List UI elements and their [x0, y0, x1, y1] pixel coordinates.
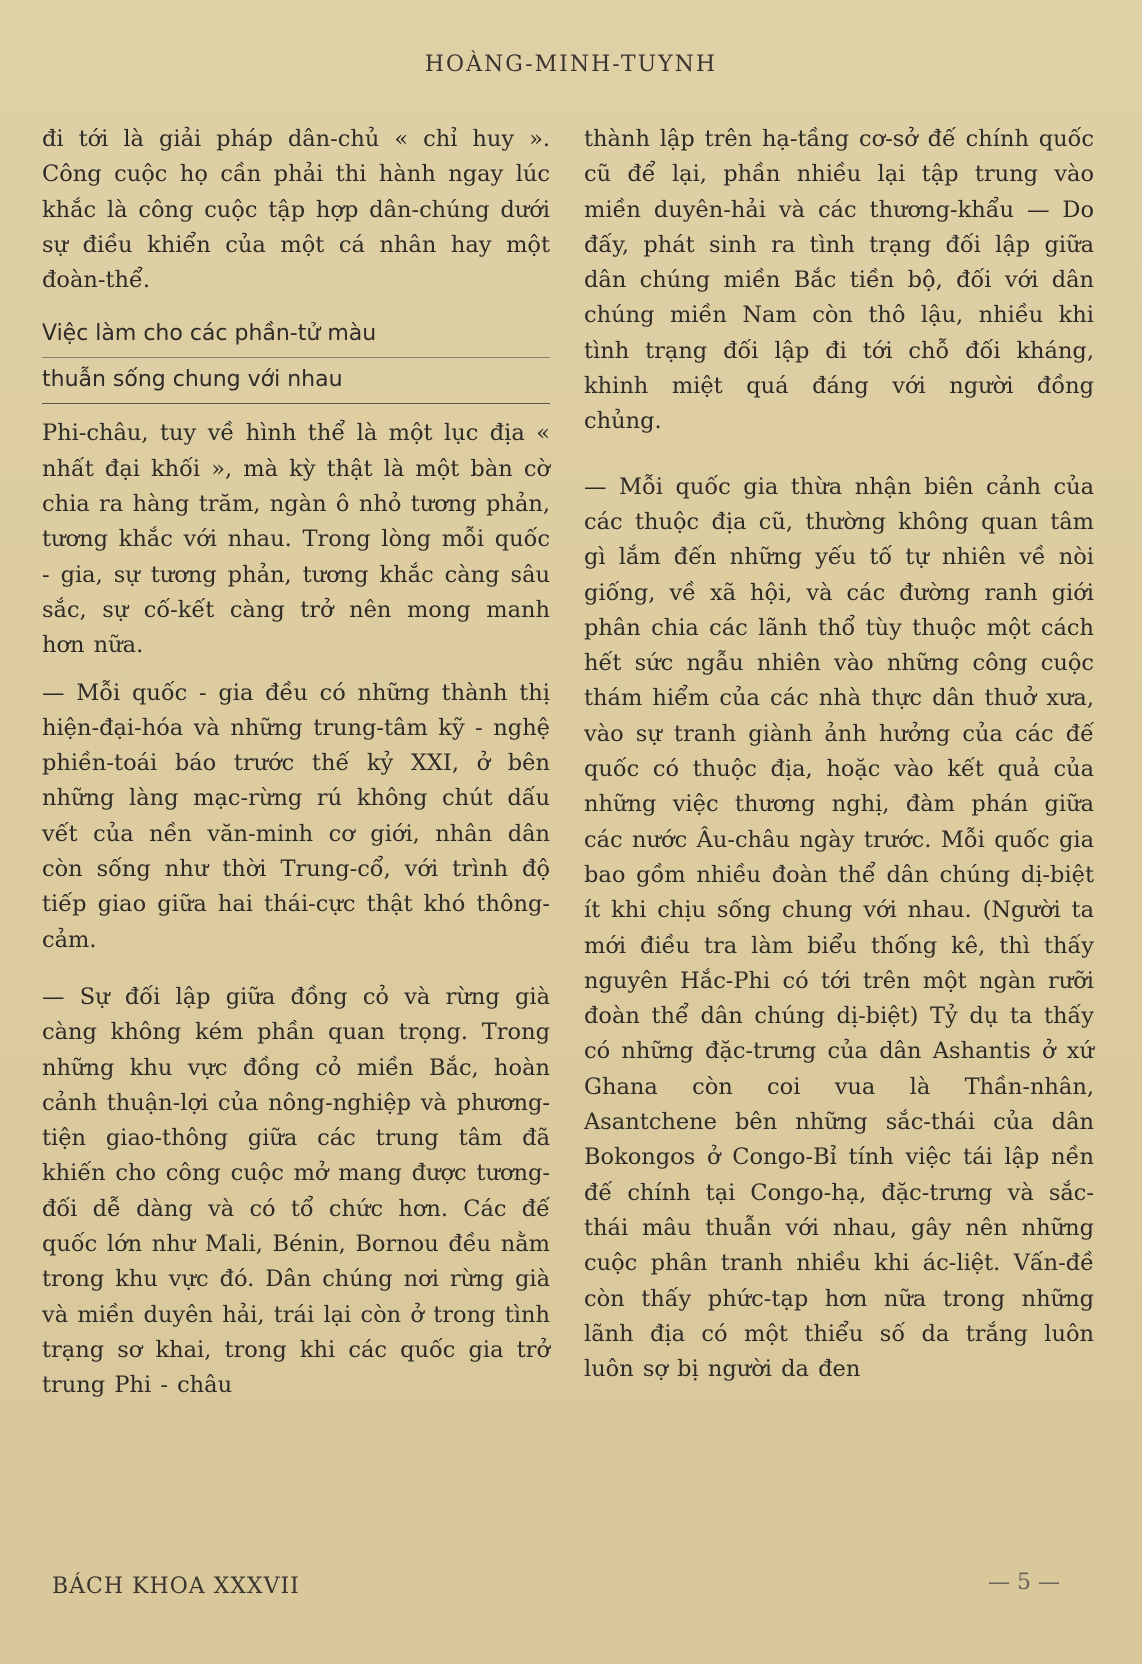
paragraph: — Sự đối lập giữa đồng cỏ và rừng già càng không kém phần quan trọng. Trong những khu vực đồng cỏ miền Bắc, hoàn cảnh thuận-lợi của nông-nghiệp và phương-tiện giao-thông giữa các trung tâm đã khiến cho công cuộc mở mang được tương-đối dễ dàng và có tổ chức hơn. Các đế quốc lớn như Mali, Bénin, Bornou đều nằm trong khu vực đó. Dân chúng nơi rừng già và miền duyên hải, trái lại còn ở trong tình trạng sơ khai, trong khi các quốc gia trở trung Phi - châu: [42, 983, 550, 1399]
paragraph: — Mỗi quốc - gia đều có những thành thị hiện-đại-hóa và những trung-tâm kỹ - nghệ phiền-toái báo trước thế kỷ XXI, ở bên những làng mạc-rừng rú không chút dấu vết của nền văn-minh cơ giới, nhân dân còn sống như thời Trung-cổ, với trình độ tiếp giao giữa hai thái-cực thật khó thông-cảm.: [42, 679, 550, 953]
footer-publication: BÁCH KHOA XXXVII: [52, 1574, 300, 1599]
section-heading-line-2: thuẫn sống chung với nhau: [42, 362, 550, 404]
paragraph: đi tới là giải pháp dân-chủ « chỉ huy ». Công cuộc họ cần phải thi hành ngay lúc khắc là công cuộc tập hợp dân-chúng dưới sự điều khiển của một cá nhân hay một đoàn-thể.: [42, 126, 550, 294]
page-number: — 5 —: [988, 1570, 1060, 1595]
running-header: HOÀNG-MINH-TUYNH: [424, 52, 718, 77]
left-column: [42, 122, 550, 1404]
right-column: [584, 122, 1094, 1387]
paragraph: Phi-châu, tuy về hình thể là một lục địa « nhất đại khối », mà kỳ thật là một bàn cờ chia ra hàng trăm, ngàn ô nhỏ tương phản, tương khắc với nhau. Trong lòng mỗi quốc - gia, sự tương phản, tương khắc càng sâu sắc, sự cố-kết càng trở nên mong manh hơn nữa.: [42, 420, 550, 659]
paragraph: — Mỗi quốc gia thừa nhận biên cảnh của các thuộc địa cũ, thường không quan tâm gì lắm đến những yếu tố tự nhiên về nòi giống, về xã hội, và các đường ranh giới phân chia các lãnh thổ tùy thuộc một cách hết sức ngẫu nhiên vào những công cuộc thám hiểm của các nhà thực dân thuở xưa, vào sự tranh giành ảnh hưởng của các đế quốc có thuộc địa, hoặc vào kết quả của những việc thương nghị, đàm phán giữa các nước Âu-châu ngày trước. Mỗi quốc gia bao gồm nhiều đoàn thể dân chúng dị-biệt ít khi chịu sống chung với nhau. (Người ta mới điều tra làm biểu thống kê, thì thấy nguyên Hắc-Phi có tới trên một ngàn rưỡi đoàn thể dân chúng dị-biệt) Tỷ dụ ta thấy có những đặc-trưng của dân Ashantis ở xứ Ghana còn coi vua là Thần-nhân, Asantchene bên những sắc-thái của dân Bokongos ở Congo-Bỉ tính việc tái lập nền đế chính tại Congo-hạ, đặc-trưng và sắc-thái mâu thuẫn với nhau, gây nên những cuộc phân tranh nhiều khi ác-liệt. Vấn-đề còn thấy phức-tạp hơn nữa trong những lãnh địa có một thiểu số da trắng luôn luôn sợ bị người da đen: [584, 473, 1094, 1383]
section-heading-line-1: Việc làm cho các phần-tử màu: [42, 316, 550, 358]
paragraph: thành lập trên hạ-tầng cơ-sở đế chính quốc cũ để lại, phần nhiều lại tập trung vào miền duyên-hải và các thương-khẩu — Do đấy, phát sinh ra tình trạng đối lập giữa dân chúng miền Bắc tiền bộ, đối với dân chúng miền Nam còn thô lậu, nhiều khi tình trạng đối lập đi tới chỗ đối kháng, khinh miệt quá đáng với người đồng chủng.: [584, 126, 1094, 435]
